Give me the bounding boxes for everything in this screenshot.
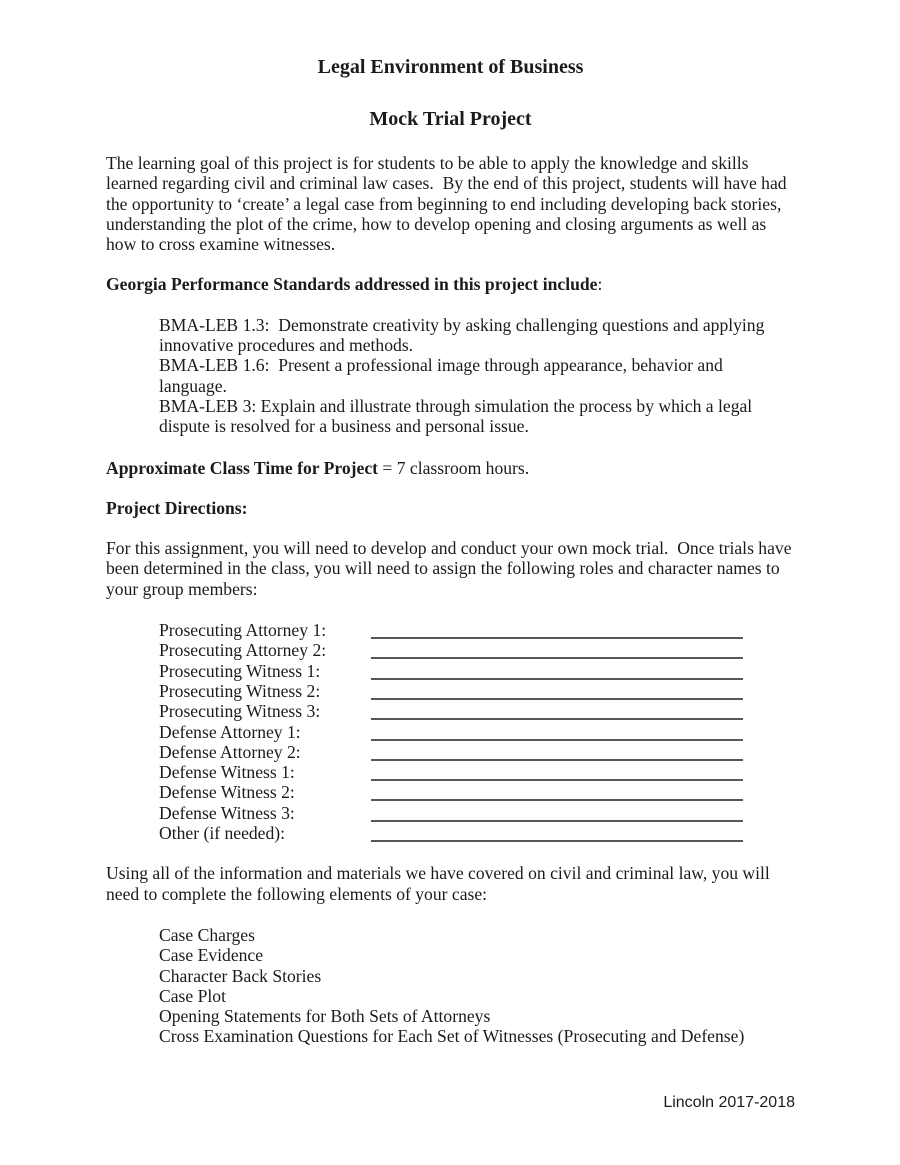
- directions-paragraph: [106, 538, 795, 599]
- standards-list: [159, 315, 795, 437]
- paragraph-line: been determined in the class, you will need to assign the following roles and character names to: [106, 558, 780, 579]
- standard-line: BMA-LEB 3: Explain and illustrate through simulation the process by which a legal: [159, 395, 753, 416]
- standard-item: [159, 355, 795, 396]
- paragraph-line: the opportunity to ‘create’ a legal case from beginning to end including developing back stories,: [106, 193, 782, 214]
- role-label: Prosecuting Attorney 1:: [159, 620, 327, 641]
- paragraph-line: understanding the plot of the crime, how to develop opening and closing arguments as well as: [106, 213, 767, 234]
- role-label: Defense Witness 2:: [159, 782, 295, 803]
- document-title: Legal Environment of Business: [317, 56, 584, 78]
- role-label: Prosecuting Witness 2:: [159, 680, 321, 701]
- role-row: [159, 762, 795, 782]
- standards-heading: [106, 274, 795, 294]
- case-element-item: Character Back Stories: [159, 965, 322, 986]
- role-row: [159, 742, 795, 762]
- paragraph-line: Using all of the information and materials we have covered on civil and criminal law, you will: [106, 863, 770, 884]
- intro-paragraph: [106, 153, 795, 254]
- blank-line: [371, 782, 743, 801]
- case-elements-list: [159, 925, 795, 1047]
- blank-line: [371, 640, 743, 659]
- standard-line: BMA-LEB 1.6: Present a professional image through appearance, behavior and: [159, 355, 723, 376]
- paragraph-line: learned regarding civil and criminal law cases. By the end of this project, students will have had: [106, 173, 787, 194]
- paragraph-line: The learning goal of this project is for students to be able to apply the knowledge and skills: [106, 153, 749, 173]
- blank-line: [371, 620, 743, 639]
- roles-list: [159, 620, 795, 843]
- standard-line: BMA-LEB 1.3: Demonstrate creativity by asking challenging questions and applying: [159, 314, 765, 335]
- standards-heading-bold: Georgia Performance Standards addressed in this project include: [106, 274, 598, 295]
- class-time-line: [106, 458, 795, 478]
- role-row: [159, 620, 795, 640]
- paragraph-line: your group members:: [106, 578, 258, 599]
- blank-line: [371, 661, 743, 680]
- case-element-item: Cross Examination Questions for Each Set of Witnesses (Prosecuting and Defense): [159, 1026, 745, 1047]
- standards-heading-colon: :: [597, 274, 603, 295]
- blank-line: [371, 681, 743, 700]
- role-row: [159, 823, 795, 843]
- role-row: [159, 661, 795, 681]
- role-label: Defense Attorney 2:: [159, 741, 301, 762]
- role-label: Defense Attorney 1:: [159, 721, 301, 742]
- directions-heading: Project Directions:: [106, 497, 248, 518]
- role-label: Defense Witness 3:: [159, 802, 295, 823]
- paragraph-line: need to complete the following elements of your case:: [106, 883, 488, 904]
- case-element-item: Opening Statements for Both Sets of Attorneys: [159, 1006, 491, 1027]
- role-label: Defense Witness 1:: [159, 762, 295, 783]
- page-footer: Lincoln 2017-2018: [663, 1093, 795, 1111]
- class-time-rest: = 7 classroom hours.: [378, 457, 530, 478]
- role-row: [159, 701, 795, 721]
- blank-line: [371, 823, 743, 842]
- standard-line: language.: [159, 375, 227, 396]
- paragraph-line: how to cross examine witnesses.: [106, 234, 336, 255]
- standard-line: dispute is resolved for a business and personal issue.: [159, 416, 529, 437]
- role-row: [159, 722, 795, 742]
- case-element-item: Case Plot: [159, 985, 226, 1006]
- blank-line: [371, 722, 743, 741]
- role-row: [159, 782, 795, 802]
- role-label: Prosecuting Witness 1:: [159, 660, 321, 681]
- standard-line: innovative procedures and methods.: [159, 335, 414, 356]
- blank-line: [371, 742, 743, 761]
- role-label: Prosecuting Witness 3:: [159, 701, 321, 722]
- standard-item: [159, 396, 795, 437]
- role-row: [159, 803, 795, 823]
- class-time-bold: Approximate Class Time for Project: [106, 457, 379, 478]
- using-paragraph: [106, 863, 795, 904]
- role-label: Prosecuting Attorney 2:: [159, 640, 327, 661]
- role-label: Other (if needed):: [159, 823, 286, 844]
- blank-line: [371, 803, 743, 822]
- blank-line: [371, 762, 743, 781]
- paragraph-line: For this assignment, you will need to develop and conduct your own mock trial. Once trials have: [106, 538, 792, 559]
- blank-line: [371, 701, 743, 720]
- case-element-item: Case Charges: [159, 924, 255, 945]
- role-row: [159, 681, 795, 701]
- case-element-item: Case Evidence: [159, 945, 264, 966]
- role-row: [159, 640, 795, 660]
- standard-item: [159, 315, 795, 356]
- document-subtitle: Mock Trial Project: [369, 108, 532, 130]
